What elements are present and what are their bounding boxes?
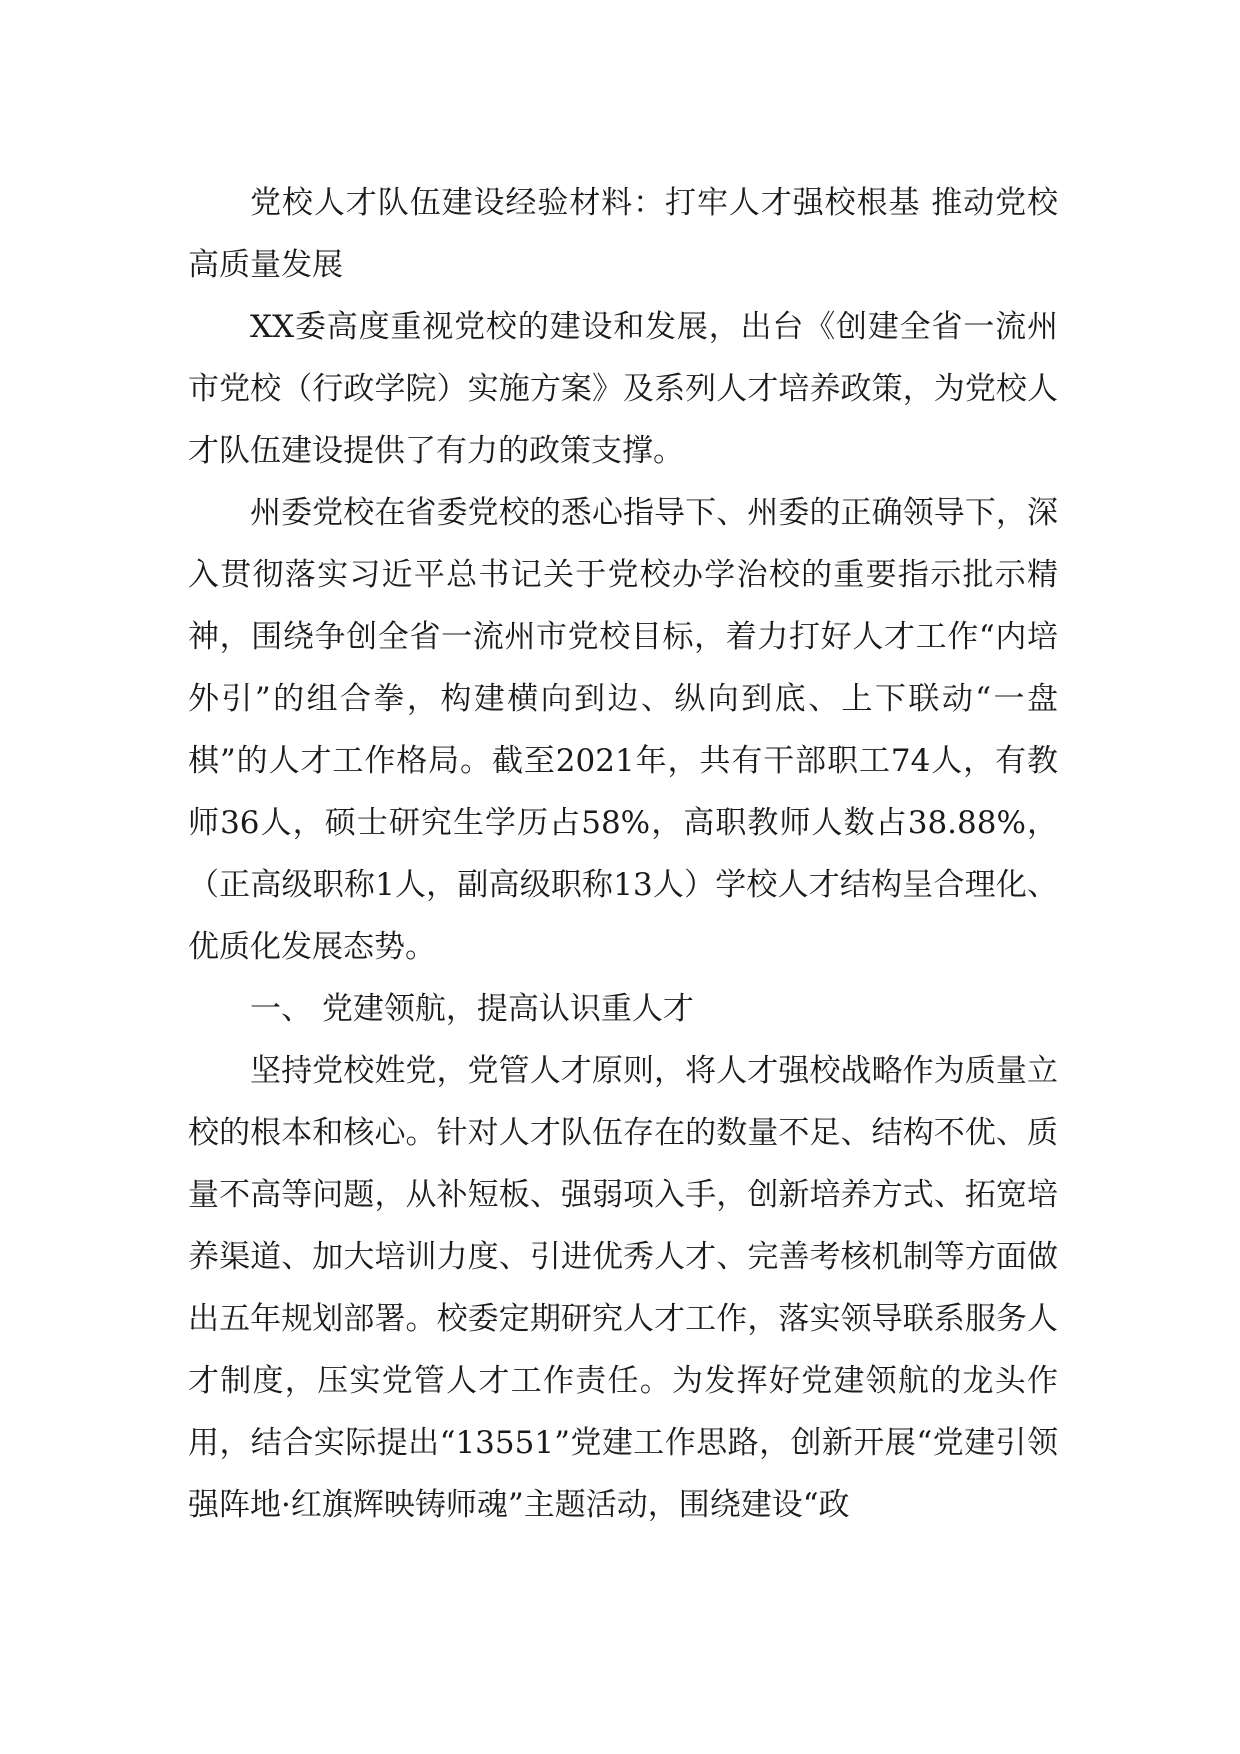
paragraph-policy-support: XX委高度重视党校的建设和发展，出台《创建全省一流州市党校（行政学院）实施方案》及系列人才培养政策，为党校人才队伍建设提供了有力的政策支撑。: [188, 309, 1058, 469]
section-heading-1: 一、 党建领航，提高认识重人才: [250, 991, 694, 1027]
paragraph-party-leadership: 坚持党校姓党，党管人才原则，将人才强校战略作为质量立校的根本和核心。针对人才队伍存在的数量不足、结构不优、质量不高等问题，从补短板、强弱项入手，创新培养方式、拓宽培养渠道、加大培训力度、引进优秀人才、完善考核机制等方面做出五年规划部署。校委定期研究人才工作，落实领导联系服务人才制度，压实党管人才工作责任。为发挥好党建领航的龙头作用，结合实际提出“13551”党建工作思路，创新开展“党建引领强阵地·红旗辉映铸师魂”主题活动，围绕建设“政: [188, 1053, 1058, 1523]
document-body: [188, 172, 1058, 1536]
document-title: 党校人才队伍建设经验材料：打牢人才强校根基 推动党校高质量发展: [188, 185, 1058, 283]
paragraph-talent-overview: 州委党校在省委党校的悉心指导下、州委的正确领导下，深入贯彻落实习近平总书记关于党校办学治校的重要指示批示精神，围绕争创全省一流州市党校目标，着力打好人才工作“内培外引”的组合拳，构建横向到边、纵向到底、上下联动“一盘棋”的人才工作格局。截至2021年，共有干部职工74人，有教师36人，硕士研究生学历占58%，高职教师人数占38.88%，（正高级职称1人，副高级职称13人）学校人才结构呈合理化、优质化发展态势。: [188, 495, 1058, 965]
